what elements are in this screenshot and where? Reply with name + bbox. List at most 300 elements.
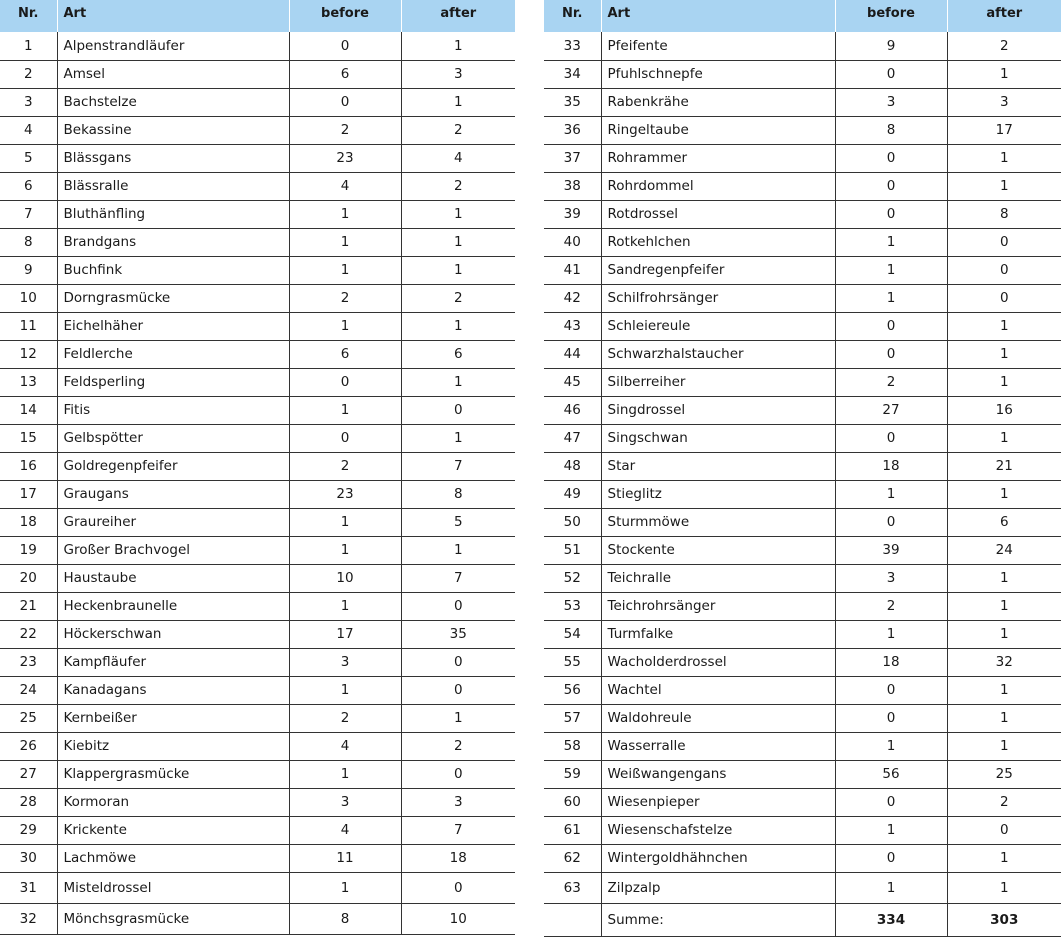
cell-nr: 54: [544, 620, 601, 648]
cell-before: 0: [835, 60, 947, 88]
cell-after: 2: [947, 788, 1061, 816]
table-row: [544, 452, 1061, 480]
cell-nr: 26: [0, 732, 57, 760]
cell-before: 6: [289, 60, 401, 88]
cell-after: 2: [401, 732, 515, 760]
cell-art: Brandgans: [57, 228, 289, 256]
cell-before: 4: [289, 816, 401, 844]
cell-art: Krickente: [57, 816, 289, 844]
cell-before: 2: [289, 284, 401, 312]
cell-after: 10: [401, 903, 515, 934]
cell-before: 0: [835, 340, 947, 368]
cell-art: Heckenbraunelle: [57, 592, 289, 620]
cell-after: 3: [401, 788, 515, 816]
cell-art: Gelbspötter: [57, 424, 289, 452]
header-before: before: [289, 0, 401, 32]
cell-nr: 24: [0, 676, 57, 704]
table-row: [0, 116, 515, 144]
cell-before: 10: [289, 564, 401, 592]
table-row: [0, 424, 515, 452]
table-row: [544, 256, 1061, 284]
cell-before: 27: [835, 396, 947, 424]
cell-before: 0: [835, 424, 947, 452]
cell-after: 3: [947, 88, 1061, 116]
table-row: [0, 536, 515, 564]
cell-after: 24: [947, 536, 1061, 564]
table-row: [544, 32, 1061, 60]
cell-art: Zilpzalp: [601, 872, 835, 903]
table-row: [544, 312, 1061, 340]
cell-art: Lachmöwe: [57, 844, 289, 872]
cell-nr: 51: [544, 536, 601, 564]
header-row: [544, 0, 1061, 32]
table-row: [0, 788, 515, 816]
table-row: [0, 144, 515, 172]
table-row: [544, 116, 1061, 144]
cell-before: 1: [289, 312, 401, 340]
table-row: [0, 256, 515, 284]
cell-art: Kernbeißer: [57, 704, 289, 732]
cell-before: 6: [289, 340, 401, 368]
cell-after: 1: [401, 424, 515, 452]
cell-art: Blässgans: [57, 144, 289, 172]
cell-art: Rohrammer: [601, 144, 835, 172]
cell-nr: 8: [0, 228, 57, 256]
cell-nr: 10: [0, 284, 57, 312]
summary-before-total: 334: [835, 903, 947, 936]
cell-before: 3: [835, 88, 947, 116]
cell-after: 1: [947, 620, 1061, 648]
cell-nr: 59: [544, 760, 601, 788]
cell-before: 17: [289, 620, 401, 648]
cell-before: 1: [835, 872, 947, 903]
cell-before: 0: [835, 312, 947, 340]
cell-before: 1: [835, 228, 947, 256]
cell-before: 18: [835, 452, 947, 480]
cell-after: 1: [947, 592, 1061, 620]
table-row: [0, 872, 515, 903]
cell-after: 1: [401, 368, 515, 396]
table-row: [544, 844, 1061, 872]
cell-nr: 41: [544, 256, 601, 284]
cell-nr: 38: [544, 172, 601, 200]
species-table-left: [0, 0, 515, 935]
cell-before: 1: [289, 508, 401, 536]
summary-after-total: 303: [947, 903, 1061, 936]
header-after: after: [947, 0, 1061, 32]
cell-before: 3: [289, 788, 401, 816]
cell-before: 0: [835, 676, 947, 704]
cell-before: 4: [289, 732, 401, 760]
cell-nr: 34: [544, 60, 601, 88]
cell-before: 1: [289, 760, 401, 788]
cell-after: 1: [401, 704, 515, 732]
table-row: [544, 368, 1061, 396]
cell-art: Eichelhäher: [57, 312, 289, 340]
cell-art: Wiesenschafstelze: [601, 816, 835, 844]
cell-before: 2: [835, 368, 947, 396]
cell-after: 2: [401, 284, 515, 312]
cell-art: Großer Brachvogel: [57, 536, 289, 564]
table-row: [0, 312, 515, 340]
cell-art: Ringeltaube: [601, 116, 835, 144]
cell-after: 4: [401, 144, 515, 172]
cell-after: 1: [401, 536, 515, 564]
cell-nr: 56: [544, 676, 601, 704]
cell-nr: 14: [0, 396, 57, 424]
header-nr: Nr.: [0, 0, 57, 32]
cell-nr: 62: [544, 844, 601, 872]
cell-after: 1: [401, 200, 515, 228]
cell-after: 1: [947, 424, 1061, 452]
cell-after: 0: [401, 872, 515, 903]
cell-before: 0: [835, 844, 947, 872]
cell-art: Alpenstrandläufer: [57, 32, 289, 60]
cell-after: 2: [401, 116, 515, 144]
cell-nr: 5: [0, 144, 57, 172]
table-row: [544, 228, 1061, 256]
cell-nr: 48: [544, 452, 601, 480]
cell-nr: 46: [544, 396, 601, 424]
table-row: [0, 732, 515, 760]
cell-after: 7: [401, 564, 515, 592]
cell-after: 0: [947, 284, 1061, 312]
table-row: [544, 760, 1061, 788]
table-row: [544, 816, 1061, 844]
cell-after: 17: [947, 116, 1061, 144]
cell-art: Blässralle: [57, 172, 289, 200]
cell-nr: 15: [0, 424, 57, 452]
table-row: [544, 676, 1061, 704]
cell-art: Singdrossel: [601, 396, 835, 424]
table-row: [544, 508, 1061, 536]
table-row: [544, 144, 1061, 172]
cell-before: 0: [835, 172, 947, 200]
cell-art: Pfeifente: [601, 32, 835, 60]
cell-art: Rotkehlchen: [601, 228, 835, 256]
table-row: [544, 620, 1061, 648]
cell-before: 0: [835, 144, 947, 172]
table-row: [0, 676, 515, 704]
cell-art: Goldregenpfeifer: [57, 452, 289, 480]
table-row: [0, 903, 515, 934]
cell-art: Buchfink: [57, 256, 289, 284]
summary-label: Summe:: [601, 903, 835, 936]
cell-after: 2: [947, 32, 1061, 60]
cell-nr: 22: [0, 620, 57, 648]
header-art: Art: [57, 0, 289, 32]
cell-after: 0: [401, 676, 515, 704]
table-row: [544, 60, 1061, 88]
cell-nr: 18: [0, 508, 57, 536]
cell-nr: 61: [544, 816, 601, 844]
cell-nr: 40: [544, 228, 601, 256]
cell-nr: 9: [0, 256, 57, 284]
cell-nr: 17: [0, 480, 57, 508]
cell-art: Teichrohrsänger: [601, 592, 835, 620]
cell-nr: 7: [0, 200, 57, 228]
cell-before: 1: [835, 732, 947, 760]
cell-after: 1: [401, 228, 515, 256]
cell-art: Graureiher: [57, 508, 289, 536]
cell-after: 35: [401, 620, 515, 648]
cell-art: Klappergrasmücke: [57, 760, 289, 788]
cell-art: Schilfrohrsänger: [601, 284, 835, 312]
table-row: [0, 480, 515, 508]
cell-before: 8: [835, 116, 947, 144]
header-row: [0, 0, 515, 32]
cell-before: 0: [835, 508, 947, 536]
cell-after: 1: [947, 340, 1061, 368]
cell-nr: 20: [0, 564, 57, 592]
cell-art: Wintergoldhähnchen: [601, 844, 835, 872]
cell-after: 6: [947, 508, 1061, 536]
cell-before: 1: [289, 676, 401, 704]
cell-after: 1: [947, 312, 1061, 340]
cell-after: 1: [947, 172, 1061, 200]
cell-after: 25: [947, 760, 1061, 788]
cell-nr: 35: [544, 88, 601, 116]
cell-nr: 16: [0, 452, 57, 480]
cell-after: 1: [947, 144, 1061, 172]
cell-nr: 45: [544, 368, 601, 396]
cell-nr: 43: [544, 312, 601, 340]
cell-before: 0: [835, 788, 947, 816]
table-row: [0, 620, 515, 648]
cell-art: Fitis: [57, 396, 289, 424]
cell-nr: 31: [0, 872, 57, 903]
cell-art: Kampfläufer: [57, 648, 289, 676]
header-before: before: [835, 0, 947, 32]
cell-before: 1: [289, 200, 401, 228]
cell-before: 23: [289, 144, 401, 172]
cell-nr: 37: [544, 144, 601, 172]
cell-nr: 36: [544, 116, 601, 144]
table-row: [544, 788, 1061, 816]
cell-art: Bekassine: [57, 116, 289, 144]
cell-before: 39: [835, 536, 947, 564]
cell-art: Kiebitz: [57, 732, 289, 760]
cell-before: 2: [289, 116, 401, 144]
cell-before: 0: [289, 32, 401, 60]
cell-nr: 57: [544, 704, 601, 732]
table-row: [0, 452, 515, 480]
cell-art: Graugans: [57, 480, 289, 508]
table-row: [0, 32, 515, 60]
cell-art: Misteldrossel: [57, 872, 289, 903]
cell-after: 1: [947, 704, 1061, 732]
table-row: [0, 508, 515, 536]
table-row: [0, 760, 515, 788]
cell-art: Sturmmöwe: [601, 508, 835, 536]
cell-art: Bachstelze: [57, 88, 289, 116]
cell-after: 32: [947, 648, 1061, 676]
cell-nr: 13: [0, 368, 57, 396]
cell-before: 1: [835, 480, 947, 508]
summary-row: [544, 903, 1061, 936]
cell-nr: 50: [544, 508, 601, 536]
cell-after: 0: [401, 760, 515, 788]
cell-art: Wachtel: [601, 676, 835, 704]
cell-before: 56: [835, 760, 947, 788]
table-row: [0, 88, 515, 116]
cell-art: Rabenkrähe: [601, 88, 835, 116]
cell-after: 0: [401, 396, 515, 424]
table-row: [0, 340, 515, 368]
table-row: [544, 340, 1061, 368]
header-nr: Nr.: [544, 0, 601, 32]
cell-before: 1: [835, 256, 947, 284]
cell-art: Wasserralle: [601, 732, 835, 760]
cell-art: Haustaube: [57, 564, 289, 592]
cell-nr: 47: [544, 424, 601, 452]
cell-before: 0: [289, 424, 401, 452]
table-row: [544, 284, 1061, 312]
cell-before: 1: [835, 620, 947, 648]
cell-nr: 29: [0, 816, 57, 844]
cell-after: 21: [947, 452, 1061, 480]
cell-before: 4: [289, 172, 401, 200]
table-row: [544, 648, 1061, 676]
cell-before: 1: [289, 396, 401, 424]
cell-art: Silberreiher: [601, 368, 835, 396]
cell-art: Stockente: [601, 536, 835, 564]
cell-art: Kanadagans: [57, 676, 289, 704]
cell-before: 1: [289, 536, 401, 564]
header-after: after: [401, 0, 515, 32]
cell-art: Singschwan: [601, 424, 835, 452]
cell-art: Weißwangengans: [601, 760, 835, 788]
cell-before: 0: [835, 704, 947, 732]
cell-nr: 4: [0, 116, 57, 144]
cell-after: 1: [401, 88, 515, 116]
cell-after: 1: [947, 732, 1061, 760]
cell-after: 1: [401, 256, 515, 284]
table-row: [544, 536, 1061, 564]
cell-art: Turmfalke: [601, 620, 835, 648]
cell-nr: 32: [0, 903, 57, 934]
cell-nr: 11: [0, 312, 57, 340]
table-row: [544, 200, 1061, 228]
cell-before: 3: [835, 564, 947, 592]
cell-art: Rotdrossel: [601, 200, 835, 228]
table-body-left: [0, 32, 515, 934]
cell-nr: 19: [0, 536, 57, 564]
cell-nr: 33: [544, 32, 601, 60]
cell-art: Sandregenpfeifer: [601, 256, 835, 284]
cell-after: 5: [401, 508, 515, 536]
cell-nr: 12: [0, 340, 57, 368]
cell-before: 0: [835, 200, 947, 228]
table-row: [0, 592, 515, 620]
table-row: [0, 564, 515, 592]
cell-nr: 23: [0, 648, 57, 676]
cell-nr: 21: [0, 592, 57, 620]
cell-before: 8: [289, 903, 401, 934]
cell-before: 2: [289, 452, 401, 480]
cell-after: 7: [401, 816, 515, 844]
cell-nr: 52: [544, 564, 601, 592]
cell-after: 1: [401, 32, 515, 60]
cell-art: Feldsperling: [57, 368, 289, 396]
cell-nr: 27: [0, 760, 57, 788]
cell-art: Wiesenpieper: [601, 788, 835, 816]
table-row: [0, 648, 515, 676]
cell-before: 2: [289, 704, 401, 732]
cell-after: 1: [947, 872, 1061, 903]
table-row: [544, 88, 1061, 116]
header-art: Art: [601, 0, 835, 32]
cell-after: 1: [947, 60, 1061, 88]
cell-after: 1: [401, 312, 515, 340]
cell-art: Schleiereule: [601, 312, 835, 340]
cell-art: Mönchsgrasmücke: [57, 903, 289, 934]
cell-art: Kormoran: [57, 788, 289, 816]
cell-nr: 2: [0, 60, 57, 88]
table-row: [544, 396, 1061, 424]
cell-before: 1: [289, 872, 401, 903]
cell-after: 8: [401, 480, 515, 508]
table-row: [0, 844, 515, 872]
cell-after: 1: [947, 676, 1061, 704]
cell-before: 9: [835, 32, 947, 60]
cell-before: 0: [289, 88, 401, 116]
cell-after: 0: [401, 648, 515, 676]
cell-after: 1: [947, 844, 1061, 872]
cell-before: 1: [289, 592, 401, 620]
table-row: [544, 172, 1061, 200]
cell-before: 1: [835, 816, 947, 844]
cell-art: Wacholderdrossel: [601, 648, 835, 676]
cell-before: 1: [835, 284, 947, 312]
table-row: [544, 424, 1061, 452]
table-row: [0, 60, 515, 88]
cell-before: 3: [289, 648, 401, 676]
cell-art: Stieglitz: [601, 480, 835, 508]
cell-art: Bluthänfling: [57, 200, 289, 228]
cell-nr: 6: [0, 172, 57, 200]
cell-nr: 25: [0, 704, 57, 732]
cell-nr: 63: [544, 872, 601, 903]
table-row: [544, 592, 1061, 620]
table-body-right: [544, 32, 1061, 936]
species-table-right: [544, 0, 1061, 937]
cell-art: Rohrdommel: [601, 172, 835, 200]
cell-after: 0: [401, 592, 515, 620]
table-row: [0, 816, 515, 844]
table-row: [0, 704, 515, 732]
cell-art: Dorngrasmücke: [57, 284, 289, 312]
table-row: [0, 200, 515, 228]
cell-before: 11: [289, 844, 401, 872]
cell-after: 1: [947, 564, 1061, 592]
cell-nr: 44: [544, 340, 601, 368]
cell-before: 23: [289, 480, 401, 508]
cell-nr: 49: [544, 480, 601, 508]
table-row: [544, 704, 1061, 732]
cell-art: Höckerschwan: [57, 620, 289, 648]
cell-art: Teichralle: [601, 564, 835, 592]
cell-nr: 60: [544, 788, 601, 816]
cell-after: 7: [401, 452, 515, 480]
cell-after: 0: [947, 228, 1061, 256]
cell-after: 16: [947, 396, 1061, 424]
cell-after: 2: [401, 172, 515, 200]
cell-nr: 42: [544, 284, 601, 312]
cell-nr: 39: [544, 200, 601, 228]
cell-art: Schwarzhalstaucher: [601, 340, 835, 368]
table-row: [0, 368, 515, 396]
